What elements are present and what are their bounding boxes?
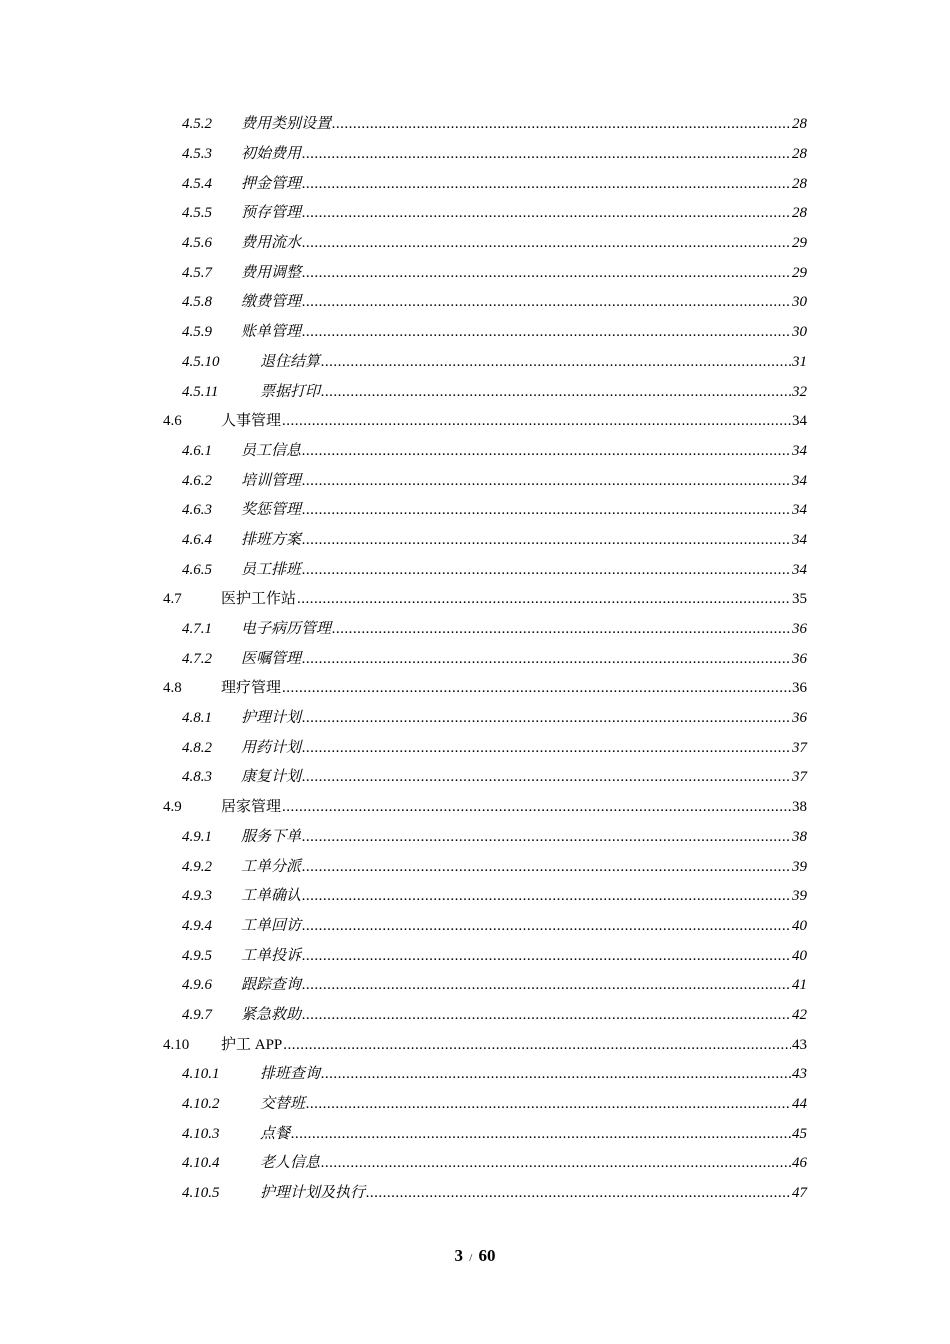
toc-entry-page: 29 bbox=[792, 235, 807, 252]
toc-dot-leader bbox=[302, 711, 791, 726]
toc-entry-number: 4.5.6 bbox=[182, 235, 212, 252]
toc-dot-leader bbox=[302, 889, 791, 904]
toc-entry[interactable] bbox=[0, 1149, 950, 1179]
toc-entry[interactable] bbox=[0, 674, 950, 704]
toc-entry[interactable] bbox=[0, 763, 950, 793]
table-of-contents bbox=[0, 110, 950, 1208]
toc-dot-leader bbox=[302, 503, 791, 518]
toc-entry[interactable] bbox=[0, 1001, 950, 1031]
toc-entry[interactable] bbox=[0, 1060, 950, 1090]
toc-entry[interactable] bbox=[0, 971, 950, 1001]
toc-dot-leader bbox=[302, 830, 791, 845]
toc-dot-leader bbox=[306, 1097, 791, 1112]
toc-entry[interactable] bbox=[0, 258, 950, 288]
toc-entry-title: 用药计划 bbox=[241, 739, 302, 756]
toc-entry-title: 理疗管理 bbox=[221, 680, 282, 697]
toc-entry-number: 4.5.9 bbox=[182, 324, 212, 341]
toc-entry-number: 4.8 bbox=[163, 680, 182, 697]
toc-entry-number: 4.10 bbox=[163, 1036, 190, 1053]
toc-entry-title: 老人信息 bbox=[260, 1155, 321, 1172]
toc-entry-number: 4.6 bbox=[163, 413, 182, 430]
toc-dot-leader bbox=[302, 206, 791, 221]
toc-entry-page: 45 bbox=[792, 1125, 807, 1142]
toc-entry[interactable] bbox=[0, 496, 950, 526]
toc-dot-leader bbox=[282, 681, 791, 696]
toc-entry-number: 4.5.8 bbox=[182, 294, 212, 311]
toc-entry-page: 34 bbox=[792, 561, 807, 578]
toc-entry-title: 押金管理 bbox=[241, 175, 302, 192]
toc-entry-number: 4.9 bbox=[163, 799, 182, 816]
toc-entry[interactable] bbox=[0, 318, 950, 348]
toc-entry[interactable] bbox=[0, 852, 950, 882]
toc-entry-title: 电子病历管理 bbox=[241, 621, 332, 638]
toc-entry-title: 工单分派 bbox=[241, 858, 302, 875]
toc-entry-title: 服务下单 bbox=[241, 828, 302, 845]
toc-entry-page: 31 bbox=[792, 353, 807, 370]
toc-entry-title: 紧急救助 bbox=[241, 1006, 302, 1023]
toc-entry-title: 护理计划及执行 bbox=[260, 1185, 366, 1202]
toc-entry[interactable] bbox=[0, 615, 950, 645]
toc-entry-page: 40 bbox=[792, 947, 807, 964]
toc-entry[interactable] bbox=[0, 348, 950, 378]
toc-entry[interactable] bbox=[0, 199, 950, 229]
toc-entry-title: 居家管理 bbox=[221, 799, 282, 816]
toc-entry-number: 4.9.7 bbox=[182, 1006, 212, 1023]
toc-dot-leader bbox=[282, 414, 791, 429]
toc-entry-number: 4.8.1 bbox=[182, 710, 212, 727]
toc-entry-number: 4.6.3 bbox=[182, 502, 212, 519]
toc-dot-leader bbox=[297, 592, 791, 607]
toc-entry[interactable] bbox=[0, 526, 950, 556]
toc-dot-leader bbox=[332, 117, 791, 132]
toc-entry-number: 4.9.2 bbox=[182, 858, 212, 875]
toc-dot-leader bbox=[302, 949, 791, 964]
toc-entry-page: 36 bbox=[792, 710, 807, 727]
toc-entry-page: 35 bbox=[792, 591, 807, 608]
toc-entry-title: 排班方案 bbox=[241, 531, 302, 548]
toc-dot-leader bbox=[321, 355, 791, 370]
toc-entry-title: 初始费用 bbox=[241, 146, 302, 163]
toc-entry-title: 费用流水 bbox=[241, 235, 302, 252]
toc-entry-page: 38 bbox=[792, 828, 807, 845]
toc-entry-page: 28 bbox=[792, 205, 807, 222]
toc-dot-leader bbox=[321, 1067, 791, 1082]
toc-entry-title: 工单投诉 bbox=[241, 947, 302, 964]
toc-entry-title: 跟踪查询 bbox=[241, 977, 302, 994]
toc-entry-number: 4.10.4 bbox=[182, 1155, 220, 1172]
toc-entry-page: 39 bbox=[792, 858, 807, 875]
toc-entry-page: 34 bbox=[792, 502, 807, 519]
toc-entry-title: 工单回访 bbox=[241, 917, 302, 934]
toc-entry-title: 退住结算 bbox=[260, 353, 321, 370]
toc-entry-page: 28 bbox=[792, 116, 807, 133]
toc-entry[interactable] bbox=[0, 466, 950, 496]
toc-entry-page: 43 bbox=[792, 1066, 807, 1083]
toc-dot-leader bbox=[302, 919, 791, 934]
toc-entry-number: 4.5.10 bbox=[182, 353, 220, 370]
toc-entry-title: 费用调整 bbox=[241, 264, 302, 281]
toc-entry[interactable] bbox=[0, 1090, 950, 1120]
toc-entry-number: 4.7.2 bbox=[182, 650, 212, 667]
toc-dot-leader bbox=[302, 563, 791, 578]
toc-entry-page: 38 bbox=[792, 799, 807, 816]
toc-entry[interactable] bbox=[0, 1030, 950, 1060]
toc-dot-leader bbox=[302, 444, 791, 459]
toc-dot-leader bbox=[321, 385, 791, 400]
toc-entry[interactable] bbox=[0, 288, 950, 318]
toc-entry[interactable] bbox=[0, 823, 950, 853]
toc-entry-number: 4.6.5 bbox=[182, 561, 212, 578]
toc-entry-page: 37 bbox=[792, 769, 807, 786]
toc-dot-leader bbox=[291, 1127, 791, 1142]
toc-entry-page: 44 bbox=[792, 1096, 807, 1113]
toc-entry[interactable] bbox=[0, 882, 950, 912]
toc-entry-title: 康复计划 bbox=[241, 769, 302, 786]
toc-entry-title: 员工信息 bbox=[241, 442, 302, 459]
toc-entry-page: 30 bbox=[792, 294, 807, 311]
toc-entry-page: 30 bbox=[792, 324, 807, 341]
toc-dot-leader bbox=[302, 177, 791, 192]
toc-dot-leader bbox=[282, 800, 791, 815]
toc-entry-number: 4.8.3 bbox=[182, 769, 212, 786]
toc-entry-page: 41 bbox=[792, 977, 807, 994]
toc-entry-title: 员工排班 bbox=[241, 561, 302, 578]
toc-entry-number: 4.6.2 bbox=[182, 472, 212, 489]
toc-entry-page: 34 bbox=[792, 413, 807, 430]
toc-entry[interactable] bbox=[0, 704, 950, 734]
toc-entry-title: 护工 APP bbox=[221, 1036, 283, 1053]
toc-dot-leader bbox=[283, 1038, 791, 1053]
toc-entry-number: 4.10.3 bbox=[182, 1125, 220, 1142]
toc-entry[interactable] bbox=[0, 555, 950, 585]
toc-entry[interactable] bbox=[0, 169, 950, 199]
toc-entry-title: 费用类别设置 bbox=[241, 116, 332, 133]
toc-dot-leader bbox=[302, 325, 791, 340]
toc-entry-number: 4.5.2 bbox=[182, 116, 212, 133]
total-pages: 60 bbox=[478, 1246, 496, 1265]
toc-entry-number: 4.9.1 bbox=[182, 828, 212, 845]
toc-entry-title: 预存管理 bbox=[241, 205, 302, 222]
toc-entry-title: 账单管理 bbox=[241, 324, 302, 341]
toc-entry-title: 缴费管理 bbox=[241, 294, 302, 311]
toc-entry-title: 医护工作站 bbox=[221, 591, 297, 608]
toc-entry[interactable] bbox=[0, 1179, 950, 1209]
toc-entry-page: 47 bbox=[792, 1185, 807, 1202]
toc-entry-page: 32 bbox=[792, 383, 807, 400]
toc-entry-page: 39 bbox=[792, 888, 807, 905]
toc-entry[interactable] bbox=[0, 407, 950, 437]
toc-entry-number: 4.10.2 bbox=[182, 1096, 220, 1113]
toc-dot-leader bbox=[302, 978, 791, 993]
toc-entry-number: 4.7.1 bbox=[182, 621, 212, 638]
toc-entry-page: 28 bbox=[792, 146, 807, 163]
toc-entry-page: 29 bbox=[792, 264, 807, 281]
toc-entry-number: 4.9.3 bbox=[182, 888, 212, 905]
toc-entry-number: 4.5.7 bbox=[182, 264, 212, 281]
toc-dot-leader bbox=[302, 295, 791, 310]
toc-entry[interactable] bbox=[0, 377, 950, 407]
toc-entry-page: 46 bbox=[792, 1155, 807, 1172]
toc-entry-title: 医嘱管理 bbox=[241, 650, 302, 667]
toc-dot-leader bbox=[302, 236, 791, 251]
current-page: 3 bbox=[454, 1246, 463, 1265]
toc-dot-leader bbox=[302, 266, 791, 281]
toc-entry-page: 40 bbox=[792, 917, 807, 934]
toc-dot-leader bbox=[302, 533, 791, 548]
toc-entry-number: 4.9.5 bbox=[182, 947, 212, 964]
toc-entry[interactable] bbox=[0, 585, 950, 615]
toc-entry-title: 点餐 bbox=[260, 1125, 291, 1142]
toc-entry[interactable] bbox=[0, 1119, 950, 1149]
toc-entry-number: 4.9.4 bbox=[182, 917, 212, 934]
toc-entry-title: 人事管理 bbox=[221, 413, 282, 430]
toc-entry-page: 42 bbox=[792, 1006, 807, 1023]
toc-dot-leader bbox=[302, 652, 791, 667]
toc-entry-title: 护理计划 bbox=[241, 710, 302, 727]
toc-entry-page: 34 bbox=[792, 442, 807, 459]
toc-entry[interactable] bbox=[0, 437, 950, 467]
toc-entry-title: 工单确认 bbox=[241, 888, 302, 905]
toc-dot-leader bbox=[302, 1008, 791, 1023]
toc-entry-page: 43 bbox=[792, 1036, 807, 1053]
toc-entry-page: 34 bbox=[792, 472, 807, 489]
toc-entry[interactable] bbox=[0, 644, 950, 674]
toc-entry-page: 36 bbox=[792, 650, 807, 667]
toc-entry-number: 4.8.2 bbox=[182, 739, 212, 756]
toc-entry-title: 排班查询 bbox=[260, 1066, 321, 1083]
toc-entry-page: 28 bbox=[792, 175, 807, 192]
toc-entry-number: 4.7 bbox=[163, 591, 182, 608]
toc-dot-leader bbox=[302, 147, 791, 162]
toc-entry[interactable] bbox=[0, 733, 950, 763]
toc-entry[interactable] bbox=[0, 140, 950, 170]
toc-entry-number: 4.10.5 bbox=[182, 1185, 220, 1202]
toc-entry-number: 4.6.1 bbox=[182, 442, 212, 459]
toc-entry-page: 37 bbox=[792, 739, 807, 756]
toc-dot-leader bbox=[366, 1186, 791, 1201]
toc-entry[interactable] bbox=[0, 912, 950, 942]
toc-entry-title: 交替班 bbox=[260, 1096, 306, 1113]
toc-entry-number: 4.9.6 bbox=[182, 977, 212, 994]
toc-dot-leader bbox=[302, 741, 791, 756]
toc-dot-leader bbox=[302, 770, 791, 785]
toc-entry[interactable] bbox=[0, 793, 950, 823]
toc-entry[interactable] bbox=[0, 229, 950, 259]
toc-entry-title: 培训管理 bbox=[241, 472, 302, 489]
toc-dot-leader bbox=[321, 1156, 791, 1171]
toc-entry-number: 4.5.5 bbox=[182, 205, 212, 222]
page-separator: / bbox=[469, 1252, 473, 1264]
toc-entry-number: 4.5.11 bbox=[182, 383, 219, 400]
toc-dot-leader bbox=[302, 860, 791, 875]
toc-entry-page: 36 bbox=[792, 621, 807, 638]
toc-entry-page: 36 bbox=[792, 680, 807, 697]
page-number bbox=[0, 1246, 950, 1266]
toc-dot-leader bbox=[302, 474, 791, 489]
toc-dot-leader bbox=[332, 622, 791, 637]
toc-entry-title: 票据打印 bbox=[260, 383, 321, 400]
toc-entry[interactable] bbox=[0, 110, 950, 140]
toc-entry-number: 4.10.1 bbox=[182, 1066, 220, 1083]
toc-entry-number: 4.5.4 bbox=[182, 175, 212, 192]
toc-entry[interactable] bbox=[0, 941, 950, 971]
toc-entry-title: 奖惩管理 bbox=[241, 502, 302, 519]
toc-entry-number: 4.5.3 bbox=[182, 146, 212, 163]
toc-entry-number: 4.6.4 bbox=[182, 531, 212, 548]
toc-entry-page: 34 bbox=[792, 531, 807, 548]
